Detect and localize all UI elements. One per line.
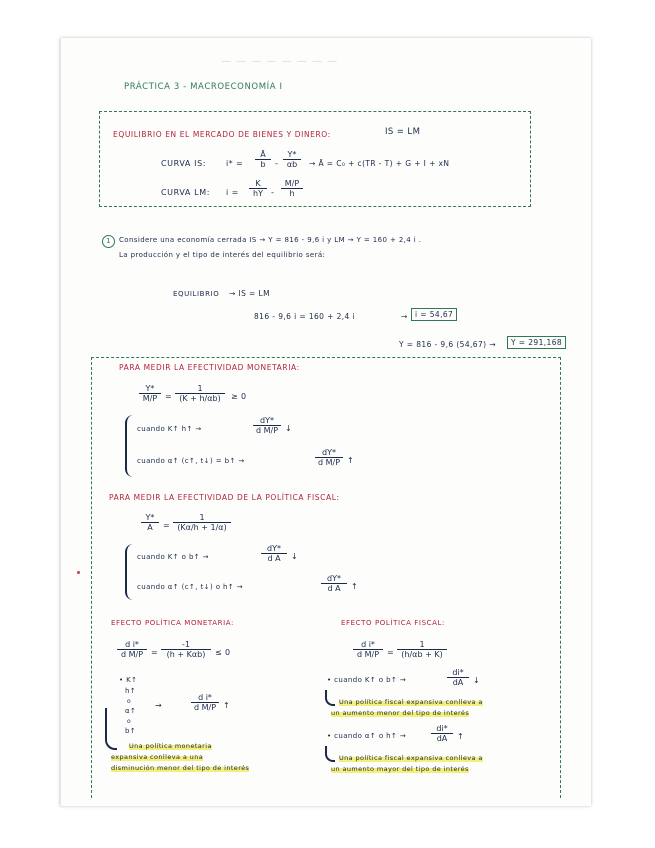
fiscal-bullet-2-fraction: $\frac{di*}{dA}$ xyxy=(431,724,453,743)
fiscal-effectiveness-heading: PARA MEDIR LA EFECTIVIDAD DE LA POLÍTICA FISCAL: xyxy=(109,493,340,502)
fiscal-note-2-line-2: un aumento mayor del tipo de interés xyxy=(331,765,469,773)
page-title: PRÁCTICA 3 - MACROECONOMÍA I xyxy=(124,82,283,92)
question-number: 1 xyxy=(102,235,115,248)
fiscal-note-1-line-2: un aumento menor del tipo de interés xyxy=(331,709,470,717)
fiscal-bullet-2: • cuando α↑ o h↑ → xyxy=(327,732,407,740)
monetary-note-hook xyxy=(105,708,117,750)
monetary-bullet-b: b↑ xyxy=(125,727,137,735)
monetary-inequality: ≥ 0 xyxy=(231,392,247,401)
output-result: Y = 291,168 xyxy=(507,336,566,349)
monetary-case-2-fraction: $\frac{dY*}{\text{d M/P}}$ xyxy=(315,448,343,467)
fiscal-effect-heading: EFECTO POLÍTICA FISCAL: xyxy=(341,619,445,627)
fiscal-note-2-line-1: Una política fiscal expansiva conlleva a xyxy=(339,754,483,762)
is-eq-prefix: i* = xyxy=(226,159,244,168)
is-minus: - xyxy=(275,159,279,168)
fiscal-case-2-direction: ↑ xyxy=(351,582,359,591)
monetary-note-line-1: Una política monetaria xyxy=(129,742,212,750)
fiscal-case-1-direction: ↓ xyxy=(291,552,299,561)
fiscal-note-1-line-1: Una política fiscal expansiva conlleva a xyxy=(339,698,483,706)
monetary-bullet-alpha: α↑ xyxy=(125,707,137,715)
fiscal-case-1: cuando K↑ o b↑ → xyxy=(137,553,209,561)
equilibrium-equation: 816 - 9,6 i = 160 + 2,4 i xyxy=(254,312,355,321)
monetary-bullet-k: • K↑ xyxy=(119,676,138,684)
monetary-note-line-3: disminución menor del tipo de interés xyxy=(111,764,250,772)
monetary-effect-rhs: -1 (h + Kαb) xyxy=(161,640,211,659)
equilibrium-condition: → IS = LM xyxy=(229,289,270,298)
fiscal-note-2-hook xyxy=(325,746,335,762)
question-text-line-1: Considere una economía cerrada IS → Y = 816 - 9,6 i y LM → Y = 160 + 2,4 i . xyxy=(119,236,422,244)
fiscal-note-1-hook xyxy=(325,690,335,706)
fiscal-effect-fraction: $\frac{\text{d i*}}{\text{d M/P}}$ xyxy=(353,640,383,659)
margin-mark xyxy=(77,571,80,574)
fiscal-effect-rhs: $\frac{1}{(h/\alpha b + K)}$ xyxy=(397,640,447,659)
monetary-case-2-direction: ↑ xyxy=(347,456,355,465)
fiscal-case-1-fraction: $\frac{dY*}{\text{d A}}$ xyxy=(261,544,287,563)
monetary-case-1-direction: ↓ xyxy=(285,424,293,433)
monetary-equals: = xyxy=(165,392,173,401)
fiscal-bullet-1-fraction: $\frac{di*}{dA}$ xyxy=(447,668,469,687)
fiscal-equals: = xyxy=(163,521,171,530)
monetary-cases-brace xyxy=(125,415,135,477)
monetary-effect-inequality: ≤ 0 xyxy=(215,648,231,657)
is-fraction-2: $\frac{Y*}{\alpha b}$ xyxy=(283,150,301,169)
monetary-result-direction: ↑ xyxy=(223,701,231,710)
monetary-bullet-or-1: o xyxy=(127,698,132,705)
interest-rate-result: i = 54,67 xyxy=(411,308,457,321)
fiscal-cases-brace xyxy=(125,544,135,600)
lm-curve-label: CURVA LM: xyxy=(161,188,210,197)
monetary-case-1-fraction: $\frac{dY*}{\text{d M/P}}$ xyxy=(253,416,281,435)
monetary-fraction: $\frac{Y*}{M/P}$ xyxy=(139,384,161,403)
monetary-case-2: cuando α↑ (c↑, t↓) = b↑ → xyxy=(137,457,245,465)
lm-eq-prefix: i = xyxy=(226,188,239,197)
is-lm-text: IS = LM xyxy=(385,127,421,137)
monetary-effectiveness-heading: PARA MEDIR LA EFECTIVIDAD MONETARIA: xyxy=(119,363,300,372)
equilibrium-label: EQUILIBRIO xyxy=(173,290,220,298)
bleed-through-text: — — — — — — — — xyxy=(221,56,339,67)
equilibrium-arrow: → xyxy=(401,312,408,321)
monetary-bullet-or-2: o xyxy=(127,718,132,725)
is-fraction-1: $\frac{Ā}{b}$ xyxy=(255,150,271,169)
fiscal-bullet-1-direction: ↓ xyxy=(473,676,481,685)
monetary-result-arrow: → xyxy=(155,701,163,710)
monetary-bullet-h: h↑ xyxy=(125,687,137,695)
monetary-rhs-fraction: $\frac{1}{(K + h/\alpha b)}$ xyxy=(175,384,225,403)
fiscal-bullet-2-direction: ↑ xyxy=(457,732,465,741)
notebook-page: — — — — — — — — PRÁCTICA 3 - MACROECONOMÍA I EQUILIBRIO EN EL MERCADO DE BIENES Y DINERO: IS = LM CURVA IS: i* = $\frac{Ā}{b}$ - $\frac{Y*}{\alpha b}$ → Ā = C₀ + c(TR - T) + G + I + xN CURVA LM: i = $\frac{K}{hY}$ - $\frac{M/P}{h}$ 1 Considere una economía cerrada IS → Y = 816 - 9,6 i y LM → Y = 160 + 2,4 i . La producción y el tipo de interés del equilibrio será: EQUILIBRIO → IS = LM 816 - 9,6 i = 160 + 2,4 i → i = 54,67 Y = 816 - 9,6 (54,67) → Y = 291,168 PARA MEDIR LA EFECTIVIDAD MONETARIA: $\frac{Y*}{M/P}$ = $\frac{1}{(K + h/\alpha b)}$ ≥ 0 cuando K↑ h↑ → $\frac{dY*}{\text{d M/P}}$ ↓ cuando α↑ (c↑, t↓) = b↑ → $\frac{dY*}{\text{d M/P}}$ ↑ PARA MEDIR LA EFECTIVIDAD DE LA POLÍTICA FISCAL: $\frac{Y*}{A}$ = $\frac{1}{(K\alpha/h + 1/\alpha)}$ cuando K↑ o b↑ → $\frac{dY*}{\text{d A}}$ ↓ cuando α↑ (c↑, t↓) o h↑ → $\frac{dY*}{\text{d A}}$ ↑ EFECTO POLÍTICA MONETARIA: $\frac{\text{d i*}}{\text{d M/P}}$ = -1 (h + Kαb) ≤ 0 • K↑ h↑ o α↑ o b↑ → $\frac{\text{d i*}}{\text{d M/P}}$ ↑ Una política monetaria expansiva conlleva a una disminución menor del tipo de interés EFECTO POLÍTICA FISCAL: $\frac{\text{d i*}}{\text{d M/P}}$ = $\frac{1}{(h/\alpha b + K)}$ • cuando K↑ o b↑ → $\frac{di*}{dA}$ ↓ Una política fiscal expansiva conlleva a un aumento menor del tipo de interés • cuando α↑ o h↑ → $\frac{di*}{dA}$ ↑ Una política fiscal expansiva conlleva a un aumento mayor del tipo de interés xyxy=(60,38,591,806)
monetary-case-1: cuando K↑ h↑ → xyxy=(137,425,202,433)
monetary-effect-heading: EFECTO POLÍTICA MONETARIA: xyxy=(111,619,234,627)
monetary-note-line-2: expansiva conlleva a una xyxy=(111,753,204,761)
question-text-line-2: La producción y el tipo de interés del equilibrio será: xyxy=(119,251,326,259)
lm-minus: - xyxy=(271,188,275,197)
is-a-bar-definition: → Ā = C₀ + c(TR - T) + G + I + xN xyxy=(309,159,450,168)
lm-fraction-2: $\frac{M/P}{h}$ xyxy=(281,179,303,198)
is-curve-label: CURVA IS: xyxy=(161,159,207,168)
monetary-effect-fraction: $\frac{\text{d i*}}{\text{d M/P}}$ xyxy=(117,640,147,659)
lm-fraction-1: $\frac{K}{hY}$ xyxy=(249,179,267,198)
equilibrium-heading: EQUILIBRIO EN EL MERCADO DE BIENES Y DINERO: xyxy=(113,130,331,139)
monetary-result-fraction: $\frac{\text{d i*}}{\text{d M/P}}$ xyxy=(191,693,219,712)
fiscal-case-2: cuando α↑ (c↑, t↓) o h↑ → xyxy=(137,583,244,591)
fiscal-bullet-1: • cuando K↑ o b↑ → xyxy=(327,676,407,684)
output-equation: Y = 816 - 9,6 (54,67) → xyxy=(399,340,496,349)
fiscal-fraction: $\frac{Y*}{A}$ xyxy=(141,513,159,532)
fiscal-case-2-fraction: $\frac{dY*}{\text{d A}}$ xyxy=(321,574,347,593)
fiscal-rhs-fraction: $\frac{1}{(K\alpha/h + 1/\alpha)}$ xyxy=(173,513,231,532)
